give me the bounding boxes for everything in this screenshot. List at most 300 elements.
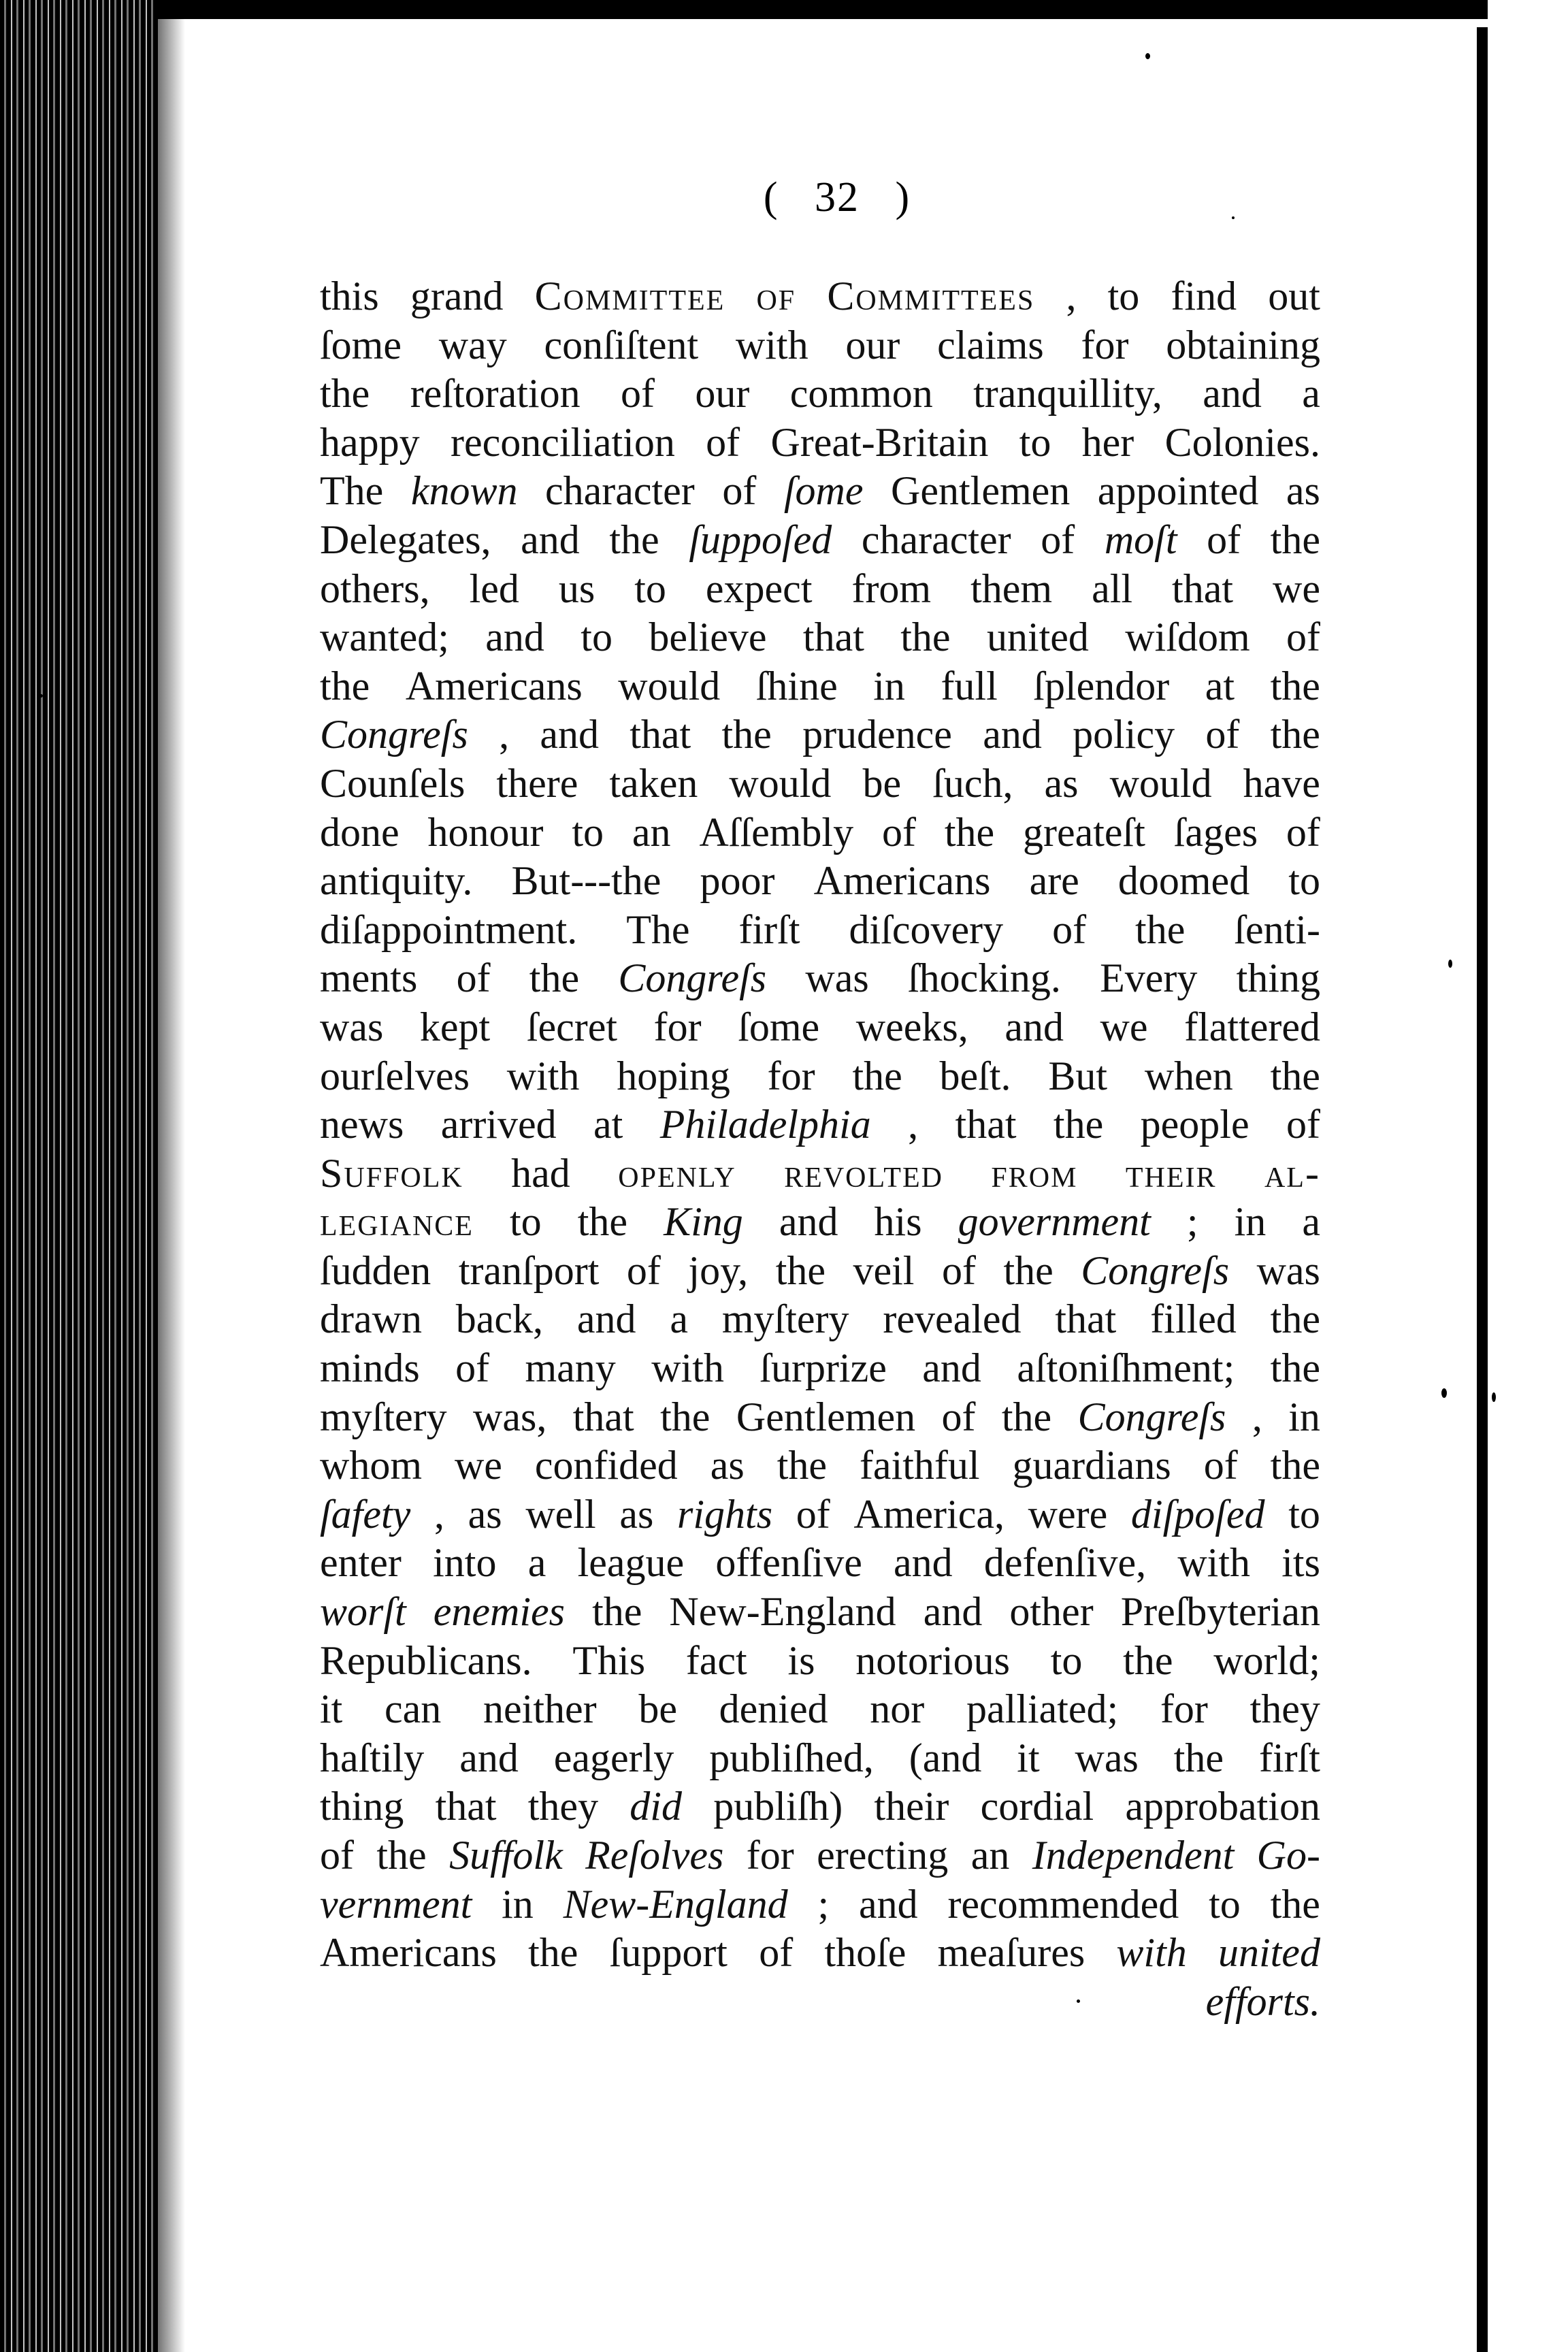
word: when	[1144, 1053, 1233, 1098]
word: and	[459, 1735, 519, 1780]
word: that	[572, 1394, 634, 1439]
word: the	[320, 663, 370, 708]
word: prudence	[802, 712, 952, 757]
word: the	[852, 1053, 902, 1098]
scan-speck	[1232, 216, 1235, 219]
word: drawn	[320, 1296, 422, 1342]
scan-speck	[39, 694, 43, 698]
word: But	[1048, 1053, 1108, 1098]
text-line	[320, 1441, 1320, 1490]
word: the	[721, 712, 772, 757]
word: was,	[473, 1394, 547, 1439]
text-line	[320, 467, 1320, 516]
text-line	[320, 808, 1320, 858]
text-line	[320, 1490, 1320, 1539]
text-line	[320, 565, 1320, 614]
word: the	[1053, 1102, 1104, 1147]
word: it	[320, 1686, 343, 1732]
word: taken	[609, 760, 698, 806]
word: approbation	[1125, 1784, 1320, 1829]
text-line	[320, 1295, 1320, 1344]
word: many	[525, 1345, 616, 1391]
text-line	[320, 1100, 1320, 1149]
word: weeks,	[855, 1004, 968, 1049]
text-line	[320, 1003, 1320, 1052]
word: grand	[410, 274, 504, 318]
word: the	[1270, 517, 1320, 562]
word: reconciliation	[450, 419, 675, 465]
word: to	[1050, 1637, 1083, 1683]
word: believe	[649, 615, 767, 660]
word: to	[1019, 419, 1051, 465]
text-line	[320, 516, 1320, 565]
word: of	[1286, 809, 1320, 855]
word: the	[1135, 906, 1186, 952]
word: the	[577, 1199, 628, 1245]
word: beſt.	[939, 1053, 1011, 1098]
word: of	[455, 1345, 490, 1391]
word: they	[527, 1784, 599, 1829]
text-line	[320, 760, 1320, 808]
gutter-shadow	[158, 0, 185, 2352]
page-number: 32	[815, 174, 860, 220]
word: with	[735, 322, 808, 368]
word: and	[1004, 1004, 1064, 1049]
word: ſecret	[526, 1004, 618, 1049]
word: his	[874, 1199, 922, 1245]
word: the	[1270, 1443, 1320, 1488]
word: diſcovery	[849, 906, 1004, 952]
word: neither	[483, 1686, 597, 1732]
catchword: efforts.	[1205, 1978, 1320, 2024]
word: with	[506, 1053, 580, 1098]
word: was	[320, 1004, 384, 1049]
word: rights	[677, 1491, 773, 1537]
word: them	[970, 566, 1053, 611]
word: whom	[320, 1443, 422, 1488]
scan-speck	[1448, 960, 1452, 968]
word: ;	[817, 1881, 830, 1927]
word: the	[660, 1394, 710, 1439]
text-line	[320, 370, 1320, 419]
word: appointed	[1097, 468, 1259, 514]
word: America,	[853, 1491, 1004, 1537]
word: for	[746, 1833, 794, 1878]
word: the	[609, 517, 659, 562]
word: diſappointment.	[320, 906, 578, 952]
word: legiance	[320, 1199, 474, 1245]
word: was	[805, 956, 869, 1001]
word: flattered	[1184, 1004, 1320, 1049]
text-line	[320, 1539, 1320, 1588]
word: of	[796, 1491, 830, 1537]
word: Delegates,	[320, 517, 491, 562]
word: haſtily	[320, 1735, 425, 1780]
word: joy,	[688, 1247, 749, 1293]
word: enemies	[433, 1589, 566, 1635]
word: as	[710, 1443, 745, 1488]
text-line	[320, 613, 1320, 662]
word: (and	[909, 1735, 982, 1780]
text-line	[320, 1393, 1320, 1442]
word: Americans	[813, 858, 991, 904]
word: wanted;	[320, 615, 449, 660]
word: vernment	[320, 1881, 472, 1927]
word: to	[581, 615, 612, 660]
word: ſudden	[320, 1247, 431, 1293]
word: Colonies.	[1164, 419, 1320, 465]
word: reſtoration	[410, 371, 581, 416]
word: guardians	[1012, 1443, 1171, 1488]
word: were	[1028, 1491, 1108, 1537]
word: of	[456, 956, 491, 1001]
word: ,	[1252, 1394, 1262, 1439]
word: from	[991, 1150, 1078, 1196]
word: Preſbyterian	[1120, 1589, 1320, 1635]
word: ſuch,	[932, 760, 1013, 806]
word: done	[320, 809, 399, 855]
word: policy	[1073, 712, 1175, 757]
word: be	[862, 760, 902, 806]
word: Suffolk	[449, 1833, 563, 1878]
word: firſt	[1258, 1735, 1320, 1780]
word: had	[511, 1150, 570, 1196]
word: of	[756, 274, 796, 318]
word: nor	[870, 1686, 925, 1732]
word: the	[944, 809, 995, 855]
word: in	[1288, 1394, 1320, 1439]
word: hoping	[617, 1053, 730, 1098]
word: Committees	[827, 274, 1035, 318]
word: moſt	[1104, 517, 1177, 562]
word: of	[1041, 517, 1075, 562]
word: enter	[320, 1540, 402, 1586]
word: the	[376, 1833, 427, 1878]
word: is	[787, 1637, 815, 1683]
word: of	[621, 371, 655, 416]
word: ments	[320, 956, 418, 1001]
word: others,	[320, 566, 430, 611]
word: into	[433, 1540, 497, 1586]
word: Aſſembly	[699, 809, 854, 855]
text-line	[320, 1831, 1320, 1880]
word: was	[1075, 1735, 1139, 1780]
word: that	[802, 615, 864, 660]
word: of	[941, 1247, 976, 1293]
word: the	[775, 1247, 826, 1293]
word: thoſe	[824, 1930, 906, 1976]
word: thing	[320, 1784, 404, 1829]
text-line	[320, 1149, 1320, 1198]
word: a	[527, 1540, 546, 1586]
word: for	[1160, 1686, 1208, 1732]
word: that	[955, 1102, 1017, 1147]
word: of	[1203, 1443, 1238, 1488]
word: revealed	[883, 1296, 1022, 1342]
word: ;	[1186, 1199, 1198, 1245]
word: Gentlemen	[891, 468, 1071, 514]
word: the	[900, 615, 951, 660]
word: ourſelves	[320, 1053, 470, 1098]
word: their	[1125, 1150, 1217, 1196]
word: tranſport	[458, 1247, 600, 1293]
word: we	[454, 1443, 502, 1488]
word: greateſt	[1023, 809, 1145, 855]
word: way	[438, 322, 507, 368]
word: ſome	[320, 322, 402, 368]
word: The	[320, 468, 384, 514]
word: with	[1116, 1930, 1187, 1976]
word: its	[1281, 1540, 1320, 1586]
word: the	[1003, 1247, 1054, 1293]
book-binding-edge	[0, 0, 158, 2352]
text-line	[320, 1247, 1320, 1296]
word: ſafety	[320, 1491, 411, 1537]
word: myſtery	[721, 1296, 849, 1342]
word: denied	[719, 1686, 828, 1732]
word: this	[320, 274, 379, 318]
word: a	[1302, 1199, 1320, 1245]
word: for	[1081, 322, 1129, 368]
word: back,	[455, 1296, 544, 1342]
word: as	[1286, 468, 1320, 514]
word: they	[1250, 1686, 1320, 1732]
word: at	[1205, 663, 1235, 708]
word: common	[789, 371, 933, 416]
word: an	[970, 1833, 1010, 1878]
word: united	[986, 615, 1089, 660]
scan-speck	[1145, 53, 1150, 59]
word: Congreſs	[1081, 1247, 1230, 1293]
word: the	[1270, 712, 1320, 757]
word: Gentlemen	[736, 1394, 916, 1439]
word: to	[1288, 858, 1320, 904]
word: to	[1209, 1881, 1241, 1927]
word: to	[510, 1199, 542, 1245]
word: our	[845, 322, 900, 368]
word: antiquity.	[320, 858, 473, 904]
word: would	[729, 760, 832, 806]
word: ſhine	[755, 663, 838, 708]
word: tranquillity,	[973, 371, 1162, 416]
word: Great-Britain	[770, 419, 989, 465]
word: ſome	[783, 468, 864, 514]
word: did	[630, 1784, 682, 1829]
text-line	[320, 1052, 1320, 1101]
text-line	[320, 1637, 1320, 1686]
word: as	[1044, 760, 1079, 806]
word: of	[706, 419, 740, 465]
top-scan-border	[158, 0, 1492, 19]
word: can	[385, 1686, 442, 1732]
word: ſurprize	[760, 1345, 887, 1391]
word: be	[638, 1686, 677, 1732]
word: of	[626, 1247, 661, 1293]
word: have	[1243, 760, 1320, 806]
word: their	[874, 1784, 949, 1829]
word: offenſive	[715, 1540, 862, 1586]
word: New-England	[563, 1881, 788, 1927]
scan-speck	[1492, 1392, 1496, 1402]
word: veil	[853, 1247, 915, 1293]
word: poor	[700, 858, 775, 904]
word: the	[1270, 1296, 1320, 1342]
text-line	[320, 321, 1320, 370]
word: her	[1081, 419, 1134, 465]
word: notorious	[855, 1637, 1010, 1683]
word: meaſures	[937, 1930, 1085, 1976]
word: united	[1218, 1930, 1320, 1976]
word: full	[941, 663, 998, 708]
word: defenſive,	[983, 1540, 1147, 1586]
word: of	[941, 1394, 976, 1439]
word: to	[634, 566, 666, 611]
word: expect	[705, 566, 813, 611]
word: at	[593, 1102, 623, 1147]
word: of	[1286, 1102, 1320, 1147]
text-line	[320, 1734, 1320, 1783]
text-line	[320, 1880, 1320, 1929]
word: in	[873, 663, 905, 708]
word: diſpoſed	[1130, 1491, 1265, 1537]
word: conſiſtent	[544, 322, 699, 368]
word: world;	[1213, 1637, 1320, 1683]
word: ſages	[1173, 809, 1258, 855]
word: would	[618, 663, 721, 708]
word: other	[1009, 1589, 1094, 1635]
word: well	[525, 1491, 596, 1537]
word: and	[576, 1296, 636, 1342]
word: firſt	[738, 906, 800, 952]
word: and	[922, 1345, 981, 1391]
text-line	[320, 1198, 1320, 1247]
word: our	[695, 371, 750, 416]
text-line	[320, 1344, 1320, 1393]
word: Suffolk	[320, 1150, 463, 1196]
word: of	[881, 809, 916, 855]
word: out	[1268, 274, 1320, 318]
word: led	[469, 566, 519, 611]
word: recommended	[947, 1881, 1179, 1927]
word: that	[1055, 1296, 1117, 1342]
word: ſhocking.	[907, 956, 1061, 1001]
word: that	[1172, 566, 1234, 611]
word: ſome	[738, 1004, 820, 1049]
word: the	[1270, 1345, 1320, 1391]
word: honour	[427, 809, 544, 855]
word: ,	[908, 1102, 919, 1147]
word: all	[1092, 566, 1133, 611]
header-close-paren: )	[895, 174, 911, 220]
word: of	[759, 1930, 794, 1976]
word: revolted	[784, 1150, 943, 1196]
word: ,	[434, 1491, 444, 1537]
word: ſuppoſed	[689, 517, 832, 562]
word: the	[1123, 1637, 1173, 1683]
word: openly	[618, 1150, 736, 1196]
text-line	[320, 857, 1320, 906]
word: Go-	[1256, 1833, 1320, 1878]
word: and	[858, 1881, 918, 1927]
word: arrived	[440, 1102, 557, 1147]
word: with	[651, 1345, 724, 1391]
word: Philadelphia	[659, 1102, 871, 1147]
word: kept	[419, 1004, 491, 1049]
word: al-	[1264, 1150, 1320, 1196]
word: a	[670, 1296, 689, 1342]
word: known	[410, 468, 518, 514]
word: wiſdom	[1125, 615, 1250, 660]
word: aſtoniſhment;	[1017, 1345, 1235, 1391]
header-open-paren: (	[763, 174, 779, 220]
word: of	[1207, 517, 1241, 562]
word: ſplendor	[1033, 663, 1170, 708]
word: minds	[320, 1345, 420, 1391]
word: to	[1107, 274, 1140, 318]
word: fact	[685, 1637, 747, 1683]
word: and	[983, 712, 1042, 757]
word: confided	[534, 1443, 678, 1488]
word: Counſels	[320, 760, 466, 806]
word: an	[632, 809, 671, 855]
word: cordial	[980, 1784, 1094, 1829]
word: there	[496, 760, 578, 806]
word: the	[1270, 1881, 1320, 1927]
word: New-England	[669, 1589, 896, 1635]
text-line	[320, 272, 1320, 321]
word: happy	[320, 419, 420, 465]
text-line	[320, 954, 1320, 1003]
word: of	[1052, 906, 1087, 952]
word: Reſolves	[585, 1833, 724, 1878]
word: us	[558, 566, 595, 611]
word: league	[577, 1540, 685, 1586]
body-text	[320, 272, 1320, 2026]
word: erecting	[817, 1833, 949, 1878]
word: with	[1177, 1540, 1251, 1586]
word: to	[1288, 1491, 1320, 1537]
word: ſupport	[609, 1930, 728, 1976]
word: King	[664, 1199, 743, 1245]
text-line	[320, 906, 1320, 955]
text-line	[320, 419, 1320, 468]
word: for	[653, 1004, 702, 1049]
word: we	[1273, 566, 1320, 611]
word: Independent	[1032, 1833, 1235, 1878]
word: publiſhed,	[709, 1735, 874, 1780]
word: Every	[1100, 956, 1198, 1001]
word: that	[435, 1784, 497, 1829]
word: palliated;	[966, 1686, 1119, 1732]
word: and	[540, 712, 599, 757]
text-line	[320, 1685, 1320, 1734]
word: of	[320, 1833, 354, 1878]
word: character	[545, 468, 695, 514]
facing-page-edge	[1477, 27, 1488, 2352]
scan-speck	[1441, 1388, 1447, 1398]
word: and	[894, 1540, 953, 1586]
word: in	[502, 1881, 534, 1927]
word: Congreſs	[618, 956, 767, 1001]
word: was	[1256, 1247, 1320, 1293]
word: ſenti-	[1234, 906, 1320, 952]
word: as	[619, 1491, 654, 1537]
word: worſt	[320, 1589, 406, 1635]
word: Republicans.	[320, 1637, 532, 1683]
word: Americans	[405, 663, 583, 708]
word: and	[923, 1589, 983, 1635]
text-line	[320, 1782, 1320, 1831]
